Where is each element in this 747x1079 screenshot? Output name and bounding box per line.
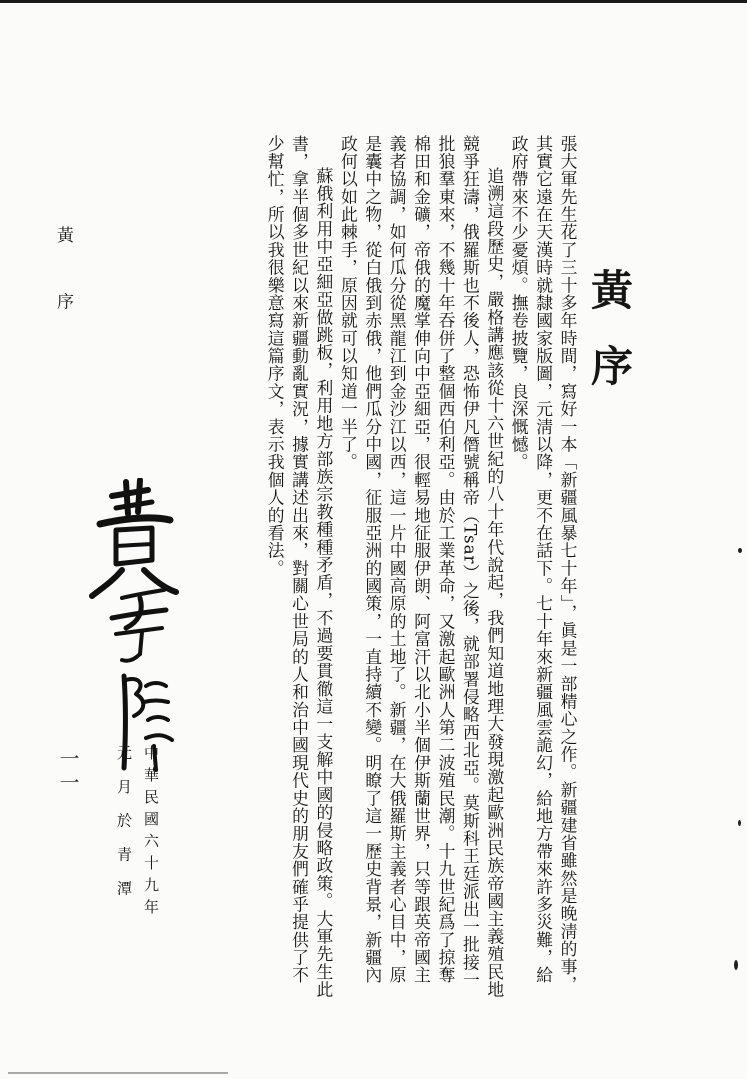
page-bottom-scan-edge [8, 1072, 228, 1074]
scan-speck [738, 820, 741, 826]
scan-speck [734, 960, 738, 970]
preface-title: 黃序 [585, 268, 634, 420]
preface-body [190, 135, 580, 1000]
preface-paragraph: 追溯這段歷史，嚴格講應該從十六世紀的八十年代說起，我們知道地理大發現激起歐洲民族帝國主義殖民地競爭狂濤，俄羅斯也不後人，恐怖伊凡僭號稱帝（Tsar）之後，就部署侵略西北亞。莫斯科王廷派出一批接一批狼羣東來，不幾十年吞併了整個西伯利亞。由於工業革命，又激起歐洲人第二波殖民潮。十九世紀爲了掠奪棉田和金礦，帝俄的魔掌伸向中亞細亞，很輕易地征服伊朗、阿富汗以北小半個伊斯蘭世界，只等跟英帝國主義者協調，如何瓜分從黑龍江到金沙江以西，這一片中國高原的土地了。新疆，在大俄羅斯主義者心目中，原是囊中之物，從白俄到赤俄，他們瓜分中國，征服亞洲的國策，一直持續不變。明瞭了這一歷史背景，新疆內政何以如此棘手，原因就可以知道一半了。 [338, 135, 505, 999]
running-header: 黃 序 [53, 226, 73, 332]
scan-speck [738, 548, 742, 553]
dateline [110, 745, 164, 921]
dateline-line: 元 月 於 青 潭 [115, 745, 133, 903]
dateline-line: 中華民國六十九年 [142, 745, 160, 921]
preface-paragraph: 蘇俄利用中亞細亞做跳板，利用地方部族宗教種種矛盾，不過要貫徹這一支解中國的侵略政策。大軍先生此書，拿半個多世紀以來新疆動亂實況，據實講述出來，對關心世局的人和治中國現代史的朋友們確乎提供了不少幫忙，所以我很樂意寫這篇序文，表示我個人的看法。 [265, 135, 334, 999]
page-top-edge [0, 0, 747, 3]
calligraphy-signature [86, 478, 186, 778]
page-number: 一一 [56, 748, 80, 796]
preface-paragraph: 張大軍先生花了三十多年時間，寫好一本「新疆風暴七十年」，眞是一部精心之作。新疆建省雖然是晚淸的事，其實它遠在天漢時就隸國家版圖，元淸以降，更不在話下。七十年來新疆風雲詭幻，給地方帶來許多災難，給政府帶來不少憂煩。撫卷披覽，良深慨憾。 [509, 135, 578, 994]
